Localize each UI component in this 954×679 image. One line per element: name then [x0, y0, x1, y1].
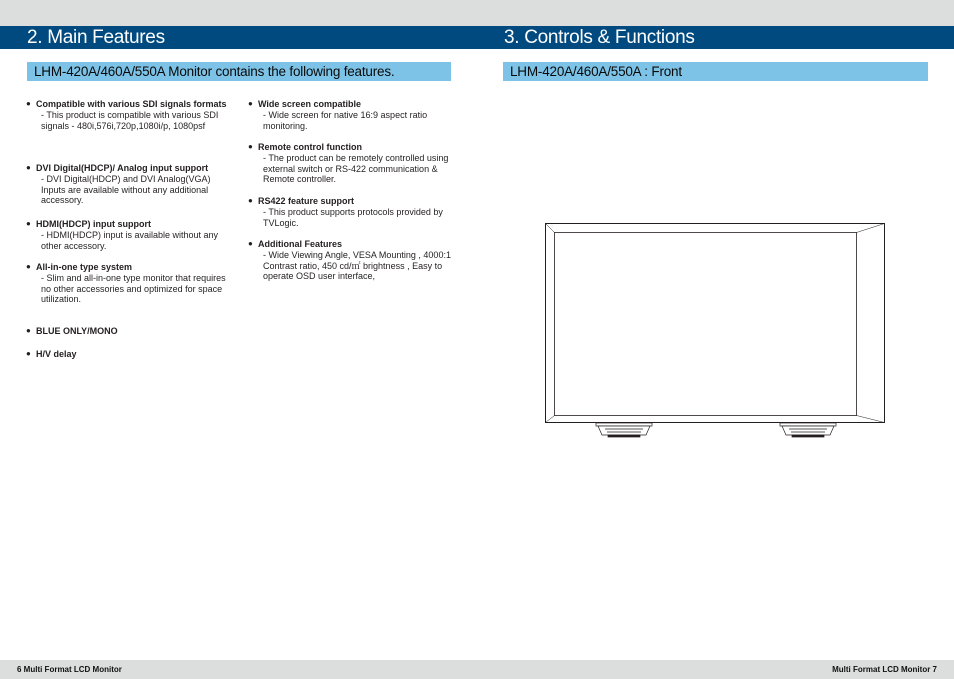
feature-item [26, 326, 231, 349]
bullet-icon: ● [248, 142, 253, 151]
front-subheader: LHM-420A/460A/550A : Front [503, 62, 928, 81]
monitor-stand-left [596, 423, 652, 437]
feature-title: Compatible with various SDI signals formats [36, 99, 227, 109]
feature-description: - Wide screen for native 16:9 aspect ratio monitoring. [263, 109, 428, 131]
bullet-icon: ● [26, 326, 31, 335]
bullet-icon: ● [248, 99, 253, 108]
feature-description: - Slim and all-in-one type monitor that requires no other accessories and optimized for space utilization. [41, 272, 226, 305]
feature-item [248, 196, 453, 239]
feature-item [248, 142, 453, 196]
feature-title: HDMI(HDCP) input support [36, 219, 151, 229]
bullet-icon: ● [26, 349, 31, 358]
bullet-icon: ● [26, 262, 31, 271]
bullet-icon: ● [248, 196, 253, 205]
feature-item [26, 163, 231, 219]
feature-description: - This product supports protocols provided by TVLogic. [263, 206, 443, 228]
feature-title: All-in-one type system [36, 262, 133, 272]
top-band [0, 0, 954, 26]
feature-item [248, 239, 453, 282]
feature-description: - This product is compatible with various SDI signals - 480i,576i,720p,1080i/p, 1080psf [41, 109, 219, 131]
feature-title: Additional Features [258, 239, 343, 249]
feature-description: - Wide Viewing Angle, VESA Mounting , 4000:1 Contrast ratio, 450 cd/㎡ brightness , Easy to operate OSD user interface, [263, 249, 451, 282]
feature-title: RS422 feature support [258, 196, 355, 206]
feature-title: BLUE ONLY/MONO [36, 326, 118, 336]
footer-left-page-number: 6 Multi Format LCD Monitor [17, 665, 122, 674]
feature-description: - DVI Digital(HDCP) and DVI Analog(VGA) Inputs are available without any additional accessory. [41, 173, 211, 206]
monitor-stand-right [780, 423, 836, 437]
footer-band [0, 660, 954, 679]
feature-title: H/V delay [36, 349, 77, 359]
feature-title: DVI Digital(HDCP)/ Analog input support [36, 163, 209, 173]
feature-item [26, 99, 231, 163]
feature-description: - HDMI(HDCP) input is available without any other accessory. [41, 229, 219, 251]
feature-item [26, 349, 231, 361]
feature-item [248, 99, 453, 142]
monitor-front-illustration [545, 223, 885, 438]
features-column-2 [248, 99, 453, 282]
features-subheader: LHM-420A/460A/550A Monitor contains the following features. [27, 62, 451, 81]
controls-functions-title: 3. Controls & Functions [504, 27, 695, 48]
bullet-icon: ● [26, 163, 31, 172]
bullet-icon: ● [26, 219, 31, 228]
feature-item [26, 219, 231, 262]
feature-title: Wide screen compatible [258, 99, 361, 109]
main-features-title: 2. Main Features [27, 27, 165, 48]
feature-title: Remote control function [258, 142, 362, 152]
bullet-icon: ● [248, 239, 253, 248]
features-column-1 [26, 99, 231, 361]
footer-right-page-number: Multi Format LCD Monitor 7 [832, 665, 937, 674]
feature-description: - The product can be remotely controlled using external switch or RS-422 communication & Remote controller. [263, 152, 449, 185]
feature-item [26, 262, 231, 326]
bullet-icon: ● [26, 99, 31, 108]
